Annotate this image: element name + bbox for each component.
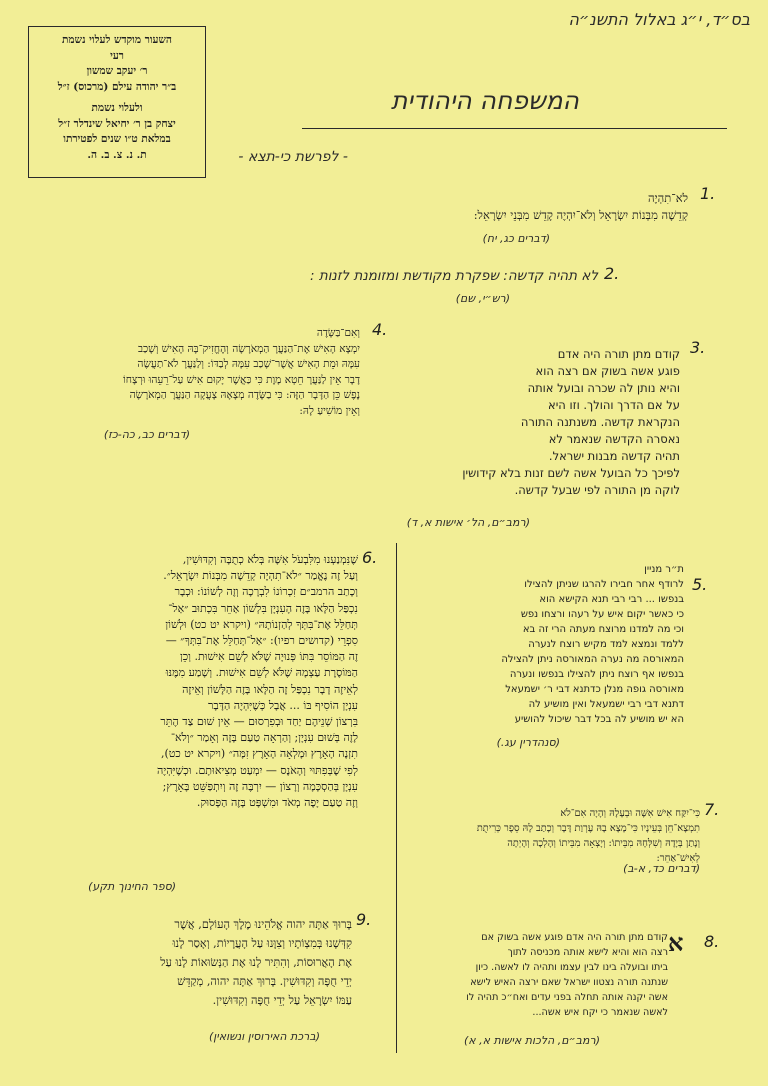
section-4-line: יִמְצָא הָאִישׁ אֶת־הַנַּעֲרָ הַמְאֹרָשָׂה וְהֶחֱזִיק־בָּהּ הָאִישׁ וְשָׁכַב (137, 342, 360, 355)
section-6-line: עִנְיָן בְּהַסְכָּמָה וְרָצוֹן — יִרְבֶּה זֶה וְיִתְפַּשֵּׁט בָּאָרֶץ; (162, 779, 358, 793)
section-1-line: קְדֵשָׁה מִבְּנוֹת יִשְׂרָאֵל וְלֹא־יִהְיֶה קָדֵשׁ מִבְּנֵי יִשְׂרָאֵל: (473, 208, 688, 222)
section-5-line: וכי מה למדנו מרוצח מעתה הרי זה בא (522, 624, 684, 635)
section-8-line: לאשה שנאמר כי יקח איש אשה... (532, 1007, 668, 1018)
section-5-line: דתנא דבי רבי ישמעאל ואין מושיע לה (528, 699, 684, 710)
section-7-line: תִמְצָא־חֵן בְּעֵינָיו כִּי־מָצָא בָהּ עֶרְוַת דָּבָר וְכָתַב לָהּ סֵפֶר כְּרִיתֻת (476, 823, 700, 834)
section-4-line: עִמָּהּ וּמֵת הָאִישׁ אֲשֶׁר־שָׁכַב עִמָּהּ לְבַדּוֹ: וְלַנַּעֲרָ לֹא־תַעֲשֶׂה (137, 358, 360, 370)
section-6-line: לָזֶה בְּשׁוּם עִנְיָן; וְהַרְאָה טַעַם בָּזֶה וְאָמַר ״וְלֹא־ (170, 731, 358, 745)
section-7-line: לְאִישׁ־אַחֵר: (656, 853, 700, 864)
section-9-source: (ברכת האירוסין ונשואין) (209, 1030, 320, 1043)
section-number: 8. (704, 932, 720, 951)
section-3-line: לפיכך כל הבועל אשה לשם זנות בלא קידושין (462, 466, 680, 480)
section-4-source: (דברים כב, כה-כז) (103, 428, 190, 441)
section-number: 7. (704, 800, 720, 819)
section-8-source: (רמב״ם, הלכות אישות א, א) (463, 1034, 600, 1047)
section-6-line: שֶׁנִּמְנַעְנוּ מִלִּבְעֹל אִשָּׁה בְּלֹא כְתֻבָּה וְקִדּוּשִׁין, (182, 553, 358, 566)
section-6-line: וְעַל זֶה נֶאֱמַר ״לֹא־תִהְיֶה קְדֵשָׁה מִבְּנוֹת יִשְׂרָאֵל״. (163, 569, 358, 583)
section-5-text (412, 562, 684, 727)
section-3-line: לוקה מן התורה לפי שבעל קדשה. (514, 483, 680, 497)
section-5-line: הא יש מושיע לה בכל דבר שיכול להושיע (514, 714, 684, 725)
section-9-line: אֶת הָאֲרוּסוֹת, וְהִתִּיר לָנוּ אֶת הַנְּשׂוּאוֹת לָנוּ עַל (160, 956, 352, 969)
section-7-line: כִּי־יִקַּח אִישׁ אִשָּׁה וּבְעָלָהּ וְהָיָה אִם־לֹא (560, 808, 700, 819)
section-8-drop-letter: א (668, 928, 684, 957)
page-title: המשפחה היהודית (391, 86, 579, 115)
section-number: 6. (362, 548, 378, 567)
section-4-line: נֶפֶשׁ כֵּן הַדָּבָר הַזֶּה: כִּי בַשָּׂדֶה מְצָאָהּ צָעֲקָה הַנַּעֲרָ הַמְאֹרָשָׂה (129, 389, 360, 401)
section-5-line: המאורסה מה נערה המאורסה ניתן להצילה (501, 654, 684, 665)
section-9-line: בָּרוּךְ אַתָּה יהוה אֱלֹהֵינוּ מֶלֶךְ הָעוֹלָם, אֲשֶׁר (174, 918, 352, 931)
section-3-line: הנקראת קדשה. משנתנה התורה (520, 415, 680, 429)
section-8-text (406, 930, 668, 1020)
column-divider (396, 543, 397, 1053)
dedication-line: ב״ר יהודה עילם (מרכוס) ז״ל (57, 80, 177, 93)
section-8-line: רצה הוא והיא לישא אותה מכניסה לתוך (507, 947, 668, 958)
section-number: 2. (604, 264, 620, 283)
dedication-line: רעי (110, 49, 124, 62)
section-3-line: נאסרה הקדשה שנאמר לא (548, 432, 680, 446)
section-3-line: קודם מתן תורה היה אדם (557, 347, 680, 361)
section-8-line: קודם מתן תורה היה אדם פוגע אשה בשוק אם (481, 932, 668, 943)
dedication-line: יצחק בן ר׳ יחיאל שינדלר ז״ל (58, 117, 176, 130)
dedication-line: ת. נ. צ. ב. ה. (87, 148, 147, 161)
section-7-line: וְנָתַן בְּיָדָהּ וְשִׁלְּחָהּ מִבֵּיתוֹ: וְיָצְאָה מִבֵּיתוֹ וְהָלְכָה וְהָיְתָה (507, 838, 700, 849)
section-4-line: וְאֵין מוֹשִׁיעַ לָהּ: (299, 404, 360, 417)
section-6-line: וְכָתַב הרמב״ם זִכְרוֹנוֹ לִבְרָכָה וְזֶה לְשׁוֹנוֹ: וּכְבָר (174, 585, 358, 599)
section-6-source: (ספר החינוך תקע) (88, 880, 176, 893)
section-6-line: עִנְיָן הוֹסִיף בּוֹ ... אֲבָל כְּשֶׁיִּהְיֶה הַדָּבָר (207, 698, 358, 712)
section-number: 1. (700, 184, 716, 203)
section-number: 5. (692, 575, 708, 594)
section-1-source: (דברים כג, יח) (482, 232, 550, 245)
corner-date-note: בס״ד, י״ג באלול התשנ״ה (568, 10, 750, 29)
section-3-line: על אם הדרך והולך. וזו היא (548, 398, 680, 412)
section-3-text (350, 346, 680, 499)
section-8-line: אשה יקנה אותה תחלה בפני עדים ואח״כ תהיה לו (466, 992, 668, 1003)
section-6-line: וְזֶה טַעַם יָפֶה מְאֹד וּמִשְׁפָּט בָּזֶה הַפָּסוּק. (196, 796, 358, 810)
parasha-label: - לפרשת כי-תצא - (238, 149, 348, 165)
section-9-line: עַמּוֹ יִשְׂרָאֵל עַל יְדֵי חֻפָּה וְקִדּוּשִׁין. (212, 994, 352, 1007)
section-1-text (230, 190, 688, 224)
dedication-box (28, 26, 206, 178)
section-3-line: פוגע אשה בשוק אם רצה הוא (535, 364, 680, 378)
section-6-line: תְּחַלֵּל אֶת־בִּתְּךָ לְהַזְנוֹתָהּ״ (ויקרא יט כט) וּלְשׁוֹן (165, 617, 358, 631)
section-9-line: יְדֵי חֻפָּה וְקִדּוּשִׁין. בָּרוּךְ אַתָּה יהוה, מְקַדֵּשׁ (177, 975, 352, 988)
section-3-source: (רמב״ם, הל׳ אישות א, ד) (406, 516, 530, 529)
section-5-line: מאורסה גופה מנלן כדתנא דבי ר׳ ישמעאל (505, 684, 684, 695)
dedication-line: במלאת ט״ו שנים לפטירתו (63, 133, 171, 145)
section-3-line: והיא נותן לה שכרה ובועל אותה (527, 381, 680, 395)
section-number: 3. (690, 338, 706, 357)
section-6-line: תִזְנֶה הָאָרֶץ וּמָלְאָה הָאָרֶץ זִמָּה״ (ויקרא יט כט), (160, 747, 358, 761)
section-6-line: לְאֵיזֶה דָבָר נִכְפַּל זֶה הַלָּאו בָּזֶה הַלָּשׁוֹן וְאֵיזֶה (182, 682, 358, 696)
section-4-line: וְאִם־בַּשָּׂדֶה (316, 327, 360, 339)
dedication-line: ר׳ יעקב שמשון (86, 65, 148, 77)
section-5-line: בנפשו אף רוצח ניתן להצילו בנפשו ונערה (509, 669, 684, 680)
section-2-text: לא תהיה קדשה: שפקרת מקודשת ומזומנת לזנות : (310, 268, 598, 284)
section-4-text (40, 326, 360, 419)
section-6-line: זֶה הַמּוֹסֵר בִּתּוֹ פְּנוּיָה שֶׁלֹּא לְשֵׁם אִישׁוּת. וְכֵן (179, 650, 358, 664)
section-7-source: (דברים כד, א-ב) (623, 862, 700, 875)
section-7-text (410, 806, 700, 866)
section-6-line: סִפְרֵי (קדושים רפיו): ״אַל־תְּחַלֵּל אֶת־בִּתְּךָ״ — (165, 634, 358, 648)
section-5-heading: ת״ר מניין (644, 564, 684, 575)
section-8-line: ביתו ובועלה בינו לבין עצמו ותהיה לו לאשה. כיון (475, 962, 668, 973)
section-6-line: בִּרְצוֹן שְׁנֵיהֶם יַחַד וּבְפִרְסוּם — אֵין שׁוּם צַד הֶתֵּר (160, 715, 358, 729)
section-6-line: הַמּוֹסֶרֶת עַצְמָהּ שֶׁלֹּא לְשֵׁם אִישׁוּת. וְשָׁמַע מִמֶּנּוּ (165, 666, 358, 680)
section-6-line: לְפִי שֶׁבְּפִתּוּי וְהָאֹנֶס — יִמְעַט מְצִיאוּתָם. וּכְשֶׁיִּהְיֶה (157, 763, 358, 777)
section-5-line: בנפשו ... רבי רבי תנא הקישא הוא (539, 594, 684, 605)
section-4-line: דָבָר אֵין לַנַּעֲרָ חֵטְא מָוֶת כִּי כַּאֲשֶׁר יָקוּם אִישׁ עַל־רֵעֵהוּ וּרְצָחוֹ (123, 373, 360, 386)
section-6-line: נִכְפַּל הַלָּאו בָּזֶה הָעִנְיָן בִּלְשׁוֹן אַחֵר בִּכְתוּב ״אַל־ (168, 601, 358, 615)
title-underline (302, 128, 727, 129)
section-9-text (40, 915, 352, 1010)
section-5-line: לרודף אחר חבירו להרגו שניתן להצילו (524, 579, 684, 590)
section-number: 4. (372, 320, 388, 339)
section-number: 9. (356, 910, 372, 929)
section-5-line: ללמד ונמצא למד מקיש רוצח לנערה (528, 639, 684, 650)
section-2-source: (רש״י, שם) (455, 292, 510, 305)
dedication-line: ולעלוי נשמת (91, 102, 143, 114)
dedication-line: השעור מוקדש לעלוי נשמת (62, 34, 172, 46)
section-9-line: קִדְּשָׁנוּ בְּמִצְוֹתָיו וְצִוָּנוּ עַל הָעֲרָיוֹת, וְאָסַר לָנוּ (172, 937, 352, 950)
section-6-text (38, 552, 358, 811)
section-1-line: לֹא־תִהְיֶה (648, 191, 688, 205)
section-8-line: שנתנה תורה נצטוו ישראל שאם ירצה האיש לישא (470, 977, 668, 988)
section-5-line: כי כאשר יקום איש על רעהו ורצחו נפש (520, 609, 684, 620)
section-3-line: תהיה קדשה מבנות ישראל. (548, 449, 680, 463)
section-5-source: (סנהדרין עג.) (496, 736, 560, 749)
